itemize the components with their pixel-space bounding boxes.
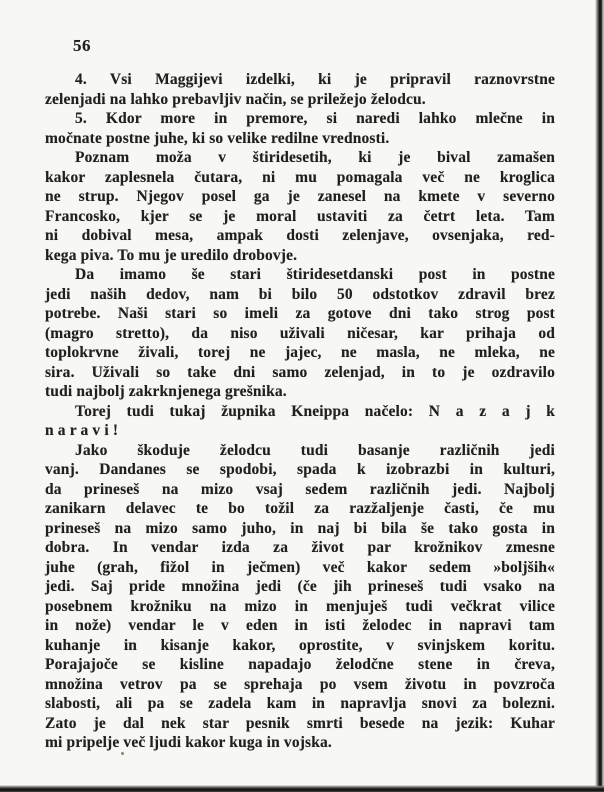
- text-line: Da imamo še stari štiridesetdanski post in postne: [75, 266, 555, 283]
- text-line: 5. Kdor more in premore, si naredi lahko mlečne in: [75, 110, 555, 127]
- text-line: slabosti, ali pa se zadela kam in napravlja snovi za bolezni.: [45, 695, 555, 712]
- text-line: Francosko, kjer se je moral ustaviti za četrt leta. Tam: [45, 207, 555, 225]
- text-line: juhe (grah, fižol in ječmen) več kakor sedem »boljših«: [45, 558, 555, 576]
- page-body: [45, 70, 555, 753]
- text-line: posebnem krožniku na mizo in menjuješ tudi večkrat vilice: [45, 597, 555, 615]
- text-line: jedi. Saj pride množina jedi (če jih prineseš tudi vsako na: [45, 578, 555, 595]
- text-line: Jako škoduje želodcu tudi basanje različnih jedi: [75, 441, 555, 459]
- text-line: da prineseš na mizo vsaj sedem različnih jedi. Najbolj: [45, 480, 555, 498]
- text-line: prineseš na mizo samo juho, in naj bi bila še tako gosta in: [45, 519, 555, 537]
- text-line: množina vetrov pa se sprehaja po vsem životu in povzroča: [45, 675, 555, 693]
- paragraph: [45, 109, 555, 148]
- scan-edge-bottom-icon: [0, 785, 604, 792]
- text-line: Porajajoče se kisline napadajo želodčne stene in čreva,: [45, 656, 555, 673]
- text-line: močnate postne juhe, ki so velike redilne vrednosti.: [45, 129, 390, 147]
- paragraph: [45, 148, 555, 265]
- text-line: Poznam moža v štiridesetih, ki je bival zamašen: [75, 149, 555, 166]
- text-line: ne strup. Njegov posel ga je zanesel na kmete v severno: [45, 188, 555, 205]
- text-line: toplokrvne živali, torej ne jajec, ne masla, ne mleka, ne: [45, 344, 555, 361]
- text-line: kega piva. To mu je uredilo drobovje.: [45, 246, 298, 264]
- text-line: dobra. In vendar izda za život par krožnikov zmesne: [45, 539, 555, 556]
- text-line: 4. Vsi Maggijevi izdelki, ki je pripravil raznovrstne: [75, 71, 555, 88]
- text-line: Torej tudi tukaj župnika Kneippa načelo: N a z a j k: [75, 402, 555, 420]
- page-number: 56: [73, 36, 91, 55]
- text-line: Zato je dal nek star pesnik smrti besede na jezik: Kuhar: [45, 714, 555, 732]
- text-line: tudi najbolj zakrknjenega grešnika.: [45, 383, 287, 400]
- text-line: n a r a v i !: [45, 422, 119, 439]
- text-line: mi pripelje več ljudi kakor kuga in vojska.: [45, 734, 332, 751]
- paragraph: [45, 70, 555, 109]
- scan-edge-right-icon: [595, 0, 604, 792]
- text-line: jedi naših dedov, nam bi bilo 50 odstotkov zdravil brez: [45, 285, 555, 303]
- text-line: vanj. Dandanes se spodobi, spada k izobrazbi in kulturi,: [45, 461, 555, 478]
- text-line: potrebe. Naši stari so imeli za gotove dni tako strog post: [45, 305, 555, 322]
- text-line: (magro stretto), da niso uživali ničesar, kar prihaja od: [45, 324, 555, 342]
- text-line: kuhanje in kisanje kakor, oprostite, v svinjskem koritu.: [45, 636, 555, 654]
- paragraph: [45, 441, 555, 753]
- paragraph: [45, 402, 555, 441]
- text-line: ni dobival mesa, ampak dosti zelenjave, ovsenjaka, red-: [45, 227, 555, 244]
- text-line: kakor zaplesnela čutara, ni mu pomagala več ne kroglica: [45, 168, 555, 186]
- text-line: zelenjadi na lahko prebavljiv način, se priležejo želodcu.: [45, 90, 426, 108]
- ink-speck: [121, 752, 124, 755]
- text-line: in nože) vendar le v eden in isti želodec in napravi tam: [45, 617, 555, 634]
- text-line: zanikarn delavec te bo tožil za razžaljenje časti, če mu: [45, 500, 555, 517]
- paragraph: [45, 265, 555, 402]
- text-line: sira. Uživali so take dni samo zelenjad, in to je ozdravilo: [45, 363, 555, 381]
